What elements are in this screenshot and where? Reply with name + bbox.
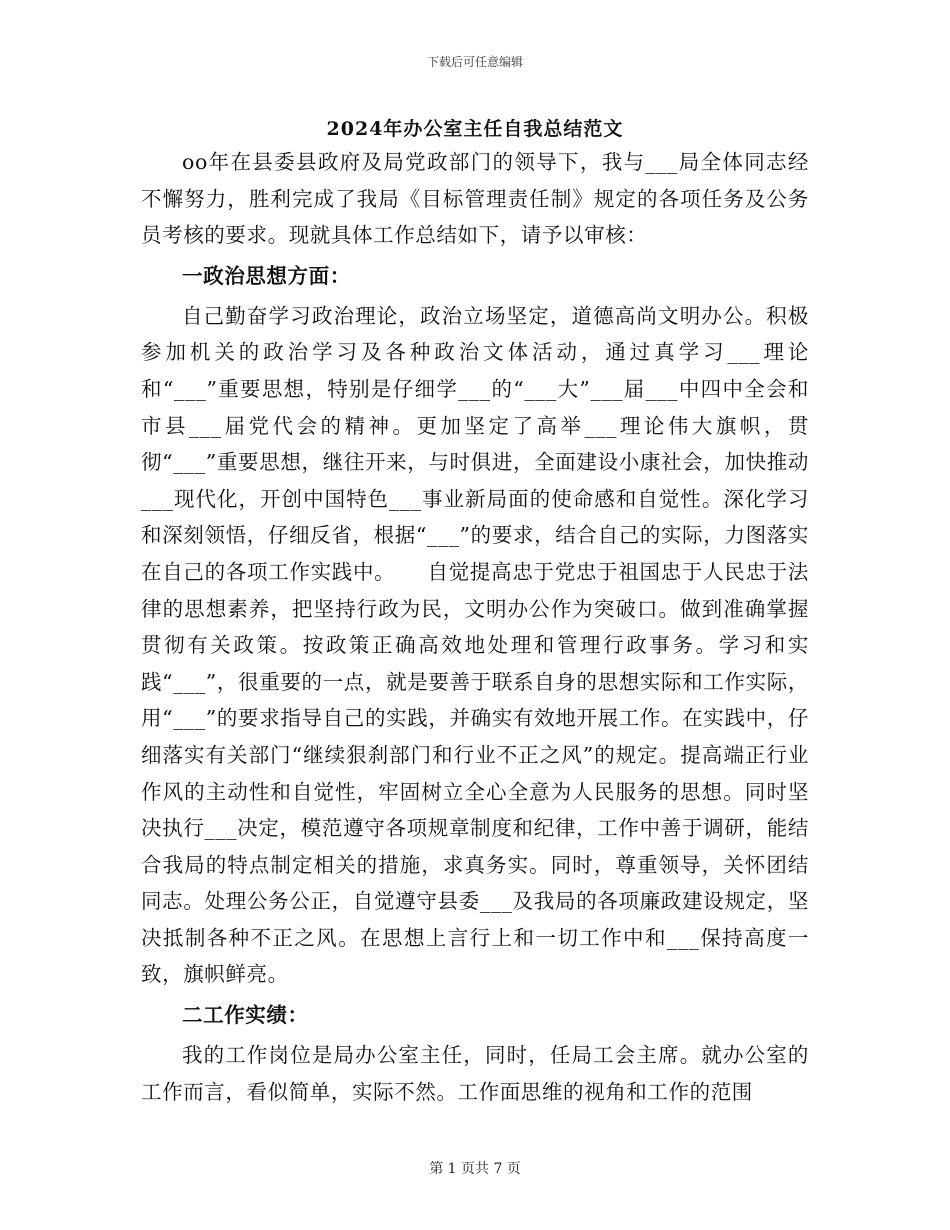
document-title: 2024年办公室主任自我总结范文 (326, 118, 624, 140)
document-body (141, 144, 809, 1110)
achievements-paragraph: 我的工作岗位是局办公室主任，同时，任局工会主席。就办公室的工作而言，看似简单，实际不然。工作面思维的视角和工作的范围 (141, 1043, 809, 1104)
intro-paragraph: oo年在县委县政府及局党政部门的领导下，我与___局全体同志经不懈努力，胜利完成了我局《目标管理责任制》规定的各项任务及公务员考核的要求。现就具体工作总结如下，请予以审核： (141, 150, 809, 248)
political-paragraph: 自己勤奋学习政治理论，政治立场坚定，道德高尚文明办公。积极参加机关的政治学习及各种政治文体活动，通过真学习___理论和“___”重要思想，特别是仔细学___的“___大”___届___中四中全会和市县___届党代会的精神。更加坚定了高举___理论伟大旗帜，贯彻“___”重要思想，继往开来，与时俱进，全面建设小康社会，加快推动___现代化，开创中国特色___事业新局面的使命感和自觉性。深化学习和深刻领悟，仔细反省，根据“___”的要求，结合自己的实际，力图落实在自己的各项工作实践中。 自觉提高忠于党忠于祖国忠于人民忠于法律的思想素养，把坚持行政为民，文明办公作为突破口。做到准确掌握贯彻有关政策。按政策正确高效地处理和管理行政事务。学习和实践“___”，很重要的一点，就是要善于联系自身的思想实际和工作实际，用“___”的要求指导自己的实践，并确实有效地开展工作。在实践中，仔细落实有关部门“继续狠刹部门和行业不正之风”的规定。提高端正行业作风的主动性和自觉性，牢固树立全心全意为人民服务的思想。同时坚决执行___决定，模范遵守各项规章制度和纪律，工作中善于调研，能结合我局的特点制定相关的措施，求真务实。同时，尊重领导，关怀团结同志。处理公务公正，自觉遵守县委___及我局的各项廉政建设规定，坚决抵制各种不正之风。在思想上言行上和一切工作中和___保持高度一致，旗帜鲜亮。 (141, 303, 809, 987)
section-heading-political: 一政治思想方面： (182, 263, 351, 288)
section-heading-achievements: 二工作实绩： (182, 1003, 309, 1028)
header-note: 下载后可任意编辑 (426, 55, 523, 69)
page-footer: 第 1 页共 7 页 (429, 1161, 521, 1177)
